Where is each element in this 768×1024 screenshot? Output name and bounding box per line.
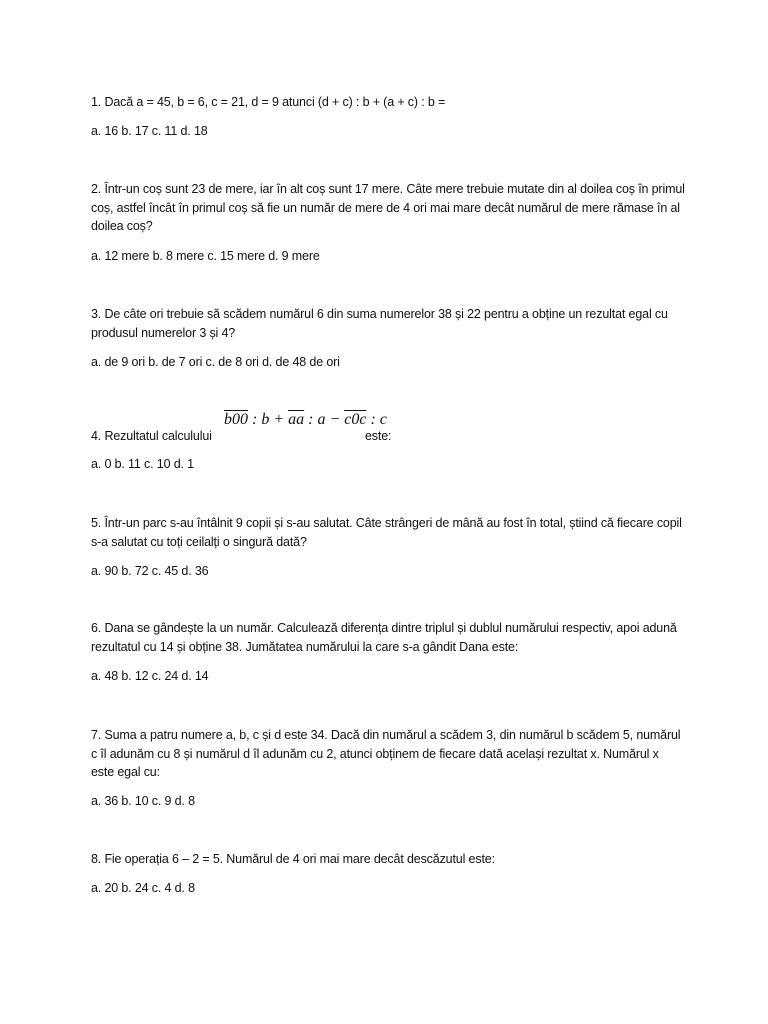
question-3-options: a. de 9 ori b. de 7 ori c. de 8 ori d. de 48 de ori bbox=[91, 355, 340, 369]
question-8-text: 8. Fie operația 6 – 2 = 5. Numărul de 4 ori mai mare decât descăzutul este: bbox=[91, 852, 495, 866]
question-2-options: a. 12 mere b. 8 mere c. 15 mere d. 9 mere bbox=[91, 249, 320, 263]
formula-op-1: : b + bbox=[248, 411, 289, 428]
question-4-options: a. 0 b. 11 c. 10 d. 1 bbox=[91, 457, 194, 471]
question-3-text: 3. De câte ori trebuie să scădem numărul 6 din suma numerelor 38 și 22 pentru a obține un rezultat egal cu produsul numerelor 3 și 4? bbox=[91, 307, 668, 340]
question-7-options: a. 36 b. 10 c. 9 d. 8 bbox=[91, 794, 195, 808]
question-4-formula bbox=[224, 410, 387, 430]
formula-term-aa: $\overline{aa}$ bbox=[288, 411, 305, 428]
formula-op-2: : a − bbox=[304, 411, 345, 428]
question-6-options: a. 48 b. 12 c. 24 d. 14 bbox=[91, 669, 209, 683]
question-1-options: a. 16 b. 17 c. 11 d. 18 bbox=[91, 124, 208, 138]
question-2-text: 2. Într-un coș sunt 23 de mere, iar în alt coș sunt 17 mere. Câte mere trebuie mutate din al doilea coș în primul coș, astfel încât în primul coș să fie un număr de mere de 4 ori mai mare decât numărul de mere rămase în al doilea coș? bbox=[91, 182, 685, 233]
question-4-tail: este: bbox=[365, 429, 392, 443]
question-6-text: 6. Dana se gândește la un număr. Calculează diferența dintre triplul și dublul numărului respectiv, apoi adună rezultatul cu 14 și obține 38. Jumătatea numărului la care s-a gândit Dana este: bbox=[91, 621, 677, 654]
question-5-text: 5. Într-un parc s-au întâlnit 9 copii și s-au salutat. Câte strângeri de mână au fost în total, știind că fiecare copil s-a salutat cu toți ceilalți o singură dată? bbox=[91, 516, 682, 549]
question-1-text: 1. Dacă a = 45, b = 6, c = 21, d = 9 atunci (d + c) : b + (a + c) : b = bbox=[91, 95, 446, 109]
question-5-options: a. 90 b. 72 c. 45 d. 36 bbox=[91, 564, 209, 578]
formula-term-b00: b00 bbox=[224, 411, 248, 428]
formula-op-3: : c bbox=[366, 411, 387, 428]
question-4-label: 4. Rezultatul calculului bbox=[91, 429, 212, 443]
question-7-text: 7. Suma a patru numere a, b, c și d este 34. Dacă din numărul a scădem 3, din numărul b scădem 5, numărul c îl adunăm cu 8 și numărul d îl adunăm cu 2, atunci obținem de fiecare dată același rezultat x. Numărul x este egal cu: bbox=[91, 728, 681, 779]
formula-term-c0c: c0c bbox=[344, 411, 367, 428]
question-8-options: a. 20 b. 24 c. 4 d. 8 bbox=[91, 881, 195, 895]
